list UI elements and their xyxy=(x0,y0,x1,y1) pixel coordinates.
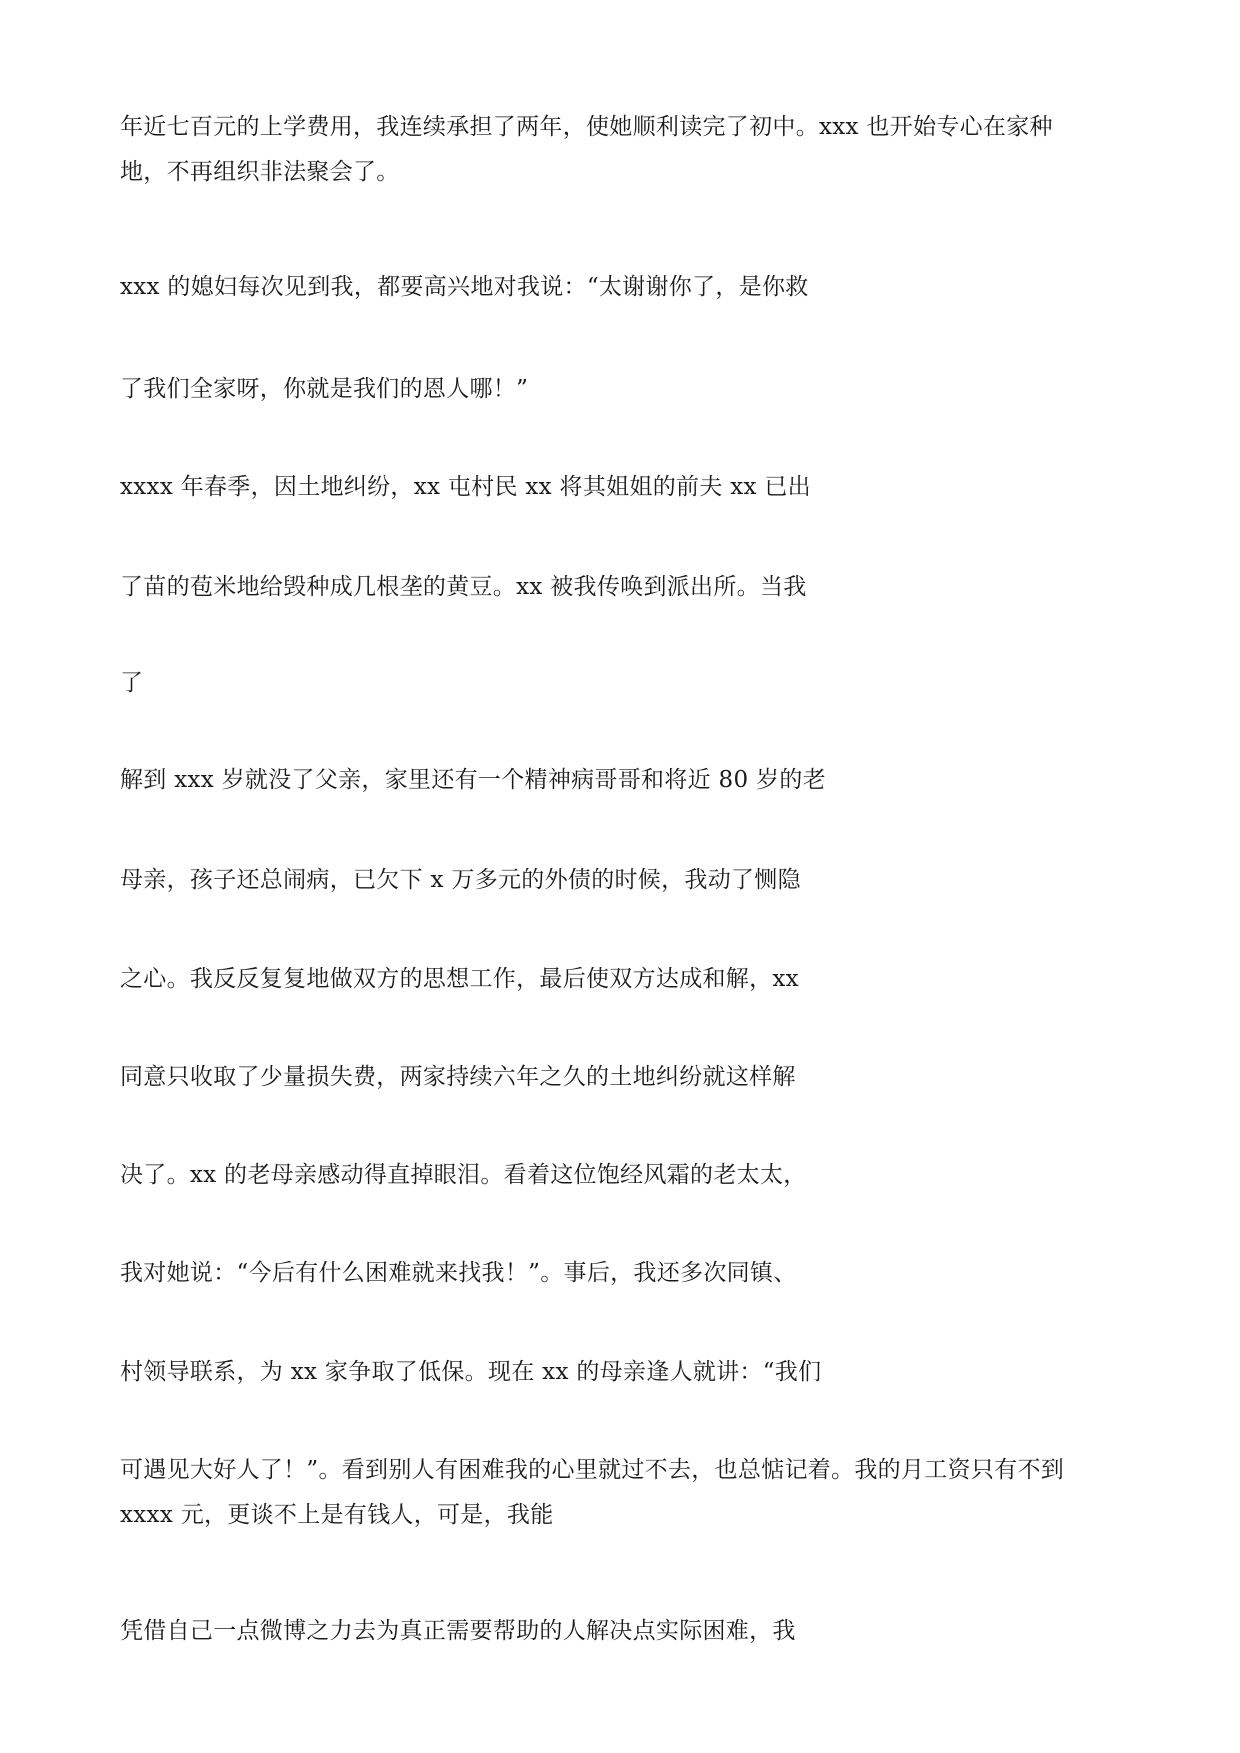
text-line: 了 xyxy=(120,670,144,696)
text-line: 我对她说：“今后有什么困难就来找我！”。事后，我还多次同镇、 xyxy=(120,1260,797,1286)
text-line: 之心。我反反复复地做双方的思想工作，最后使双方达成和解，xx xyxy=(120,966,799,992)
text-line: 凭借自己一点微博之力去为真正需要帮助的人解决点实际困难，我 xyxy=(120,1618,796,1644)
text-line: 了苗的苞米地给毁种成几根垄的黄豆。xx 被我传唤到派出所。当我 xyxy=(120,574,807,600)
text-line: 母亲，孩子还总闹病，已欠下 x 万多元的外债的时候，我动了恻隐 xyxy=(120,867,801,893)
text-line: xxx 的媳妇每次见到我，都要高兴地对我说：“太谢谢你了，是你救 xyxy=(120,274,809,300)
text-line: 解到 xxx 岁就没了父亲，家里还有一个精神病哥哥和将近 80 岁的老 xyxy=(120,767,826,793)
text-line: 了我们全家呀，你就是我们的恩人哪！” xyxy=(120,376,529,402)
text-line: 年近七百元的上学费用，我连续承担了两年，使她顺利读完了初中。xxx 也开始专心在家种 xyxy=(120,114,1053,140)
text-line: 村领导联系，为 xx 家争取了低保。现在 xx 的母亲逢人就讲：“我们 xyxy=(120,1359,822,1385)
text-line: 决了。xx 的老母亲感动得直掉眼泪。看着这位饱经风霜的老太太， xyxy=(120,1162,807,1188)
text-line: 地，不再组织非法聚会了。 xyxy=(120,159,400,185)
text-line: xxxx 年春季，因土地纠纷，xx 屯村民 xx 将其姐姐的前夫 xx 已出 xyxy=(120,474,811,500)
text-line: 同意只收取了少量损失费，两家持续六年之久的土地纠纷就这样解 xyxy=(120,1064,796,1090)
text-line: 可遇见大好人了！”。看到别人有困难我的心里就过不去，也总惦记着。我的月工资只有不到 xyxy=(120,1457,1065,1483)
text-line: xxxx 元，更谈不上是有钱人，可是，我能 xyxy=(120,1502,554,1528)
